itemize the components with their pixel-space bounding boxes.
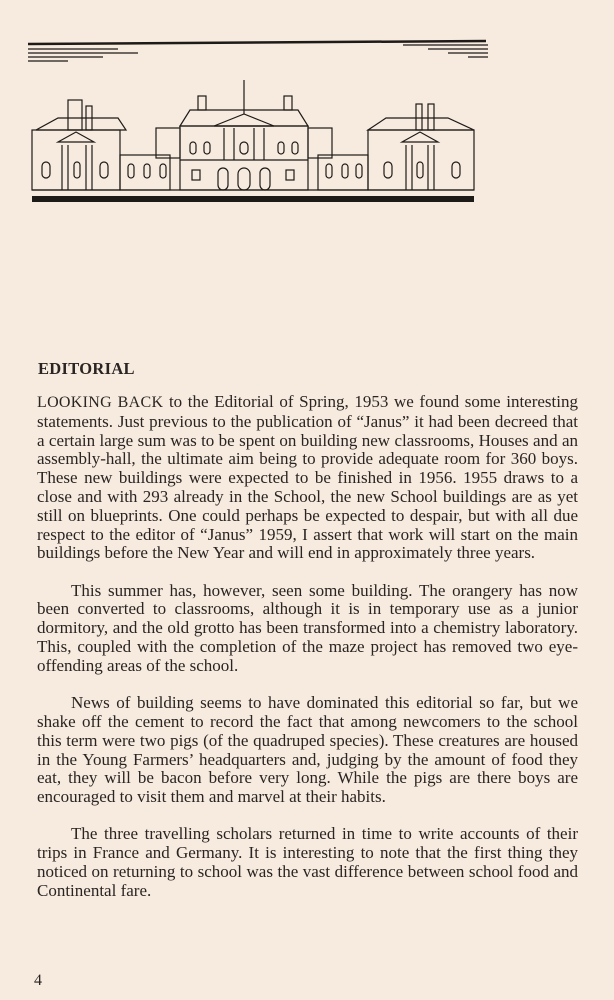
school-building-illustration: [28, 30, 572, 210]
article-paragraph-3: News of building seems to have dominated this editorial so far, but we shake off the cement to record the fact that among newcomers to the school this term were two pigs (of the quadruped species). These creatures are housed in the Young Farmers’ headquarters and, judging by the amount of food they eat, they will be bacon before very long. While the pigs are there boys are encouraged to visit them and marvel at their habits.: [37, 693, 578, 807]
lead-in: LOOKING BACK: [37, 394, 164, 411]
article-body: [37, 393, 578, 919]
article-paragraph-1: [37, 393, 578, 563]
page-number: 4: [34, 972, 42, 989]
paragraph-text: to the Editorial of Spring, 1953 we found some interesting statements. Just previous to the publication of “Janus” it had been decreed that a certain large sum was to be spent on building new classrooms, Houses and an assembly-hall, the ultimate aim being to provide adequate room for 360 boys. These new buildings were expected to be finished in 1956. 1955 draws to a close and with 293 already in the School, the new School buildings are as yet still on blueprints. One could perhaps be expected to despair, but with all due respect to the editor of “Janus” 1959, I assert that work will start on the main buildings before the New Year and will end in approximately three years.: [37, 392, 578, 563]
article-paragraph-4: The three travelling scholars returned in time to write accounts of their trips in France and Germany. It is interesting to note that the first thing they noticed on returning to school was the vast difference between school food and Continental fare.: [37, 824, 578, 900]
article-heading: EDITORIAL: [38, 359, 135, 378]
article-paragraph-2: This summer has, however, seen some building. The orangery has now been converted to classrooms, although it is in temporary use as a junior dormitory, and the old grotto has been transformed into a chemistry laboratory. This, coupled with the completion of the maze project has removed two eye-offending areas of the school.: [37, 580, 578, 675]
